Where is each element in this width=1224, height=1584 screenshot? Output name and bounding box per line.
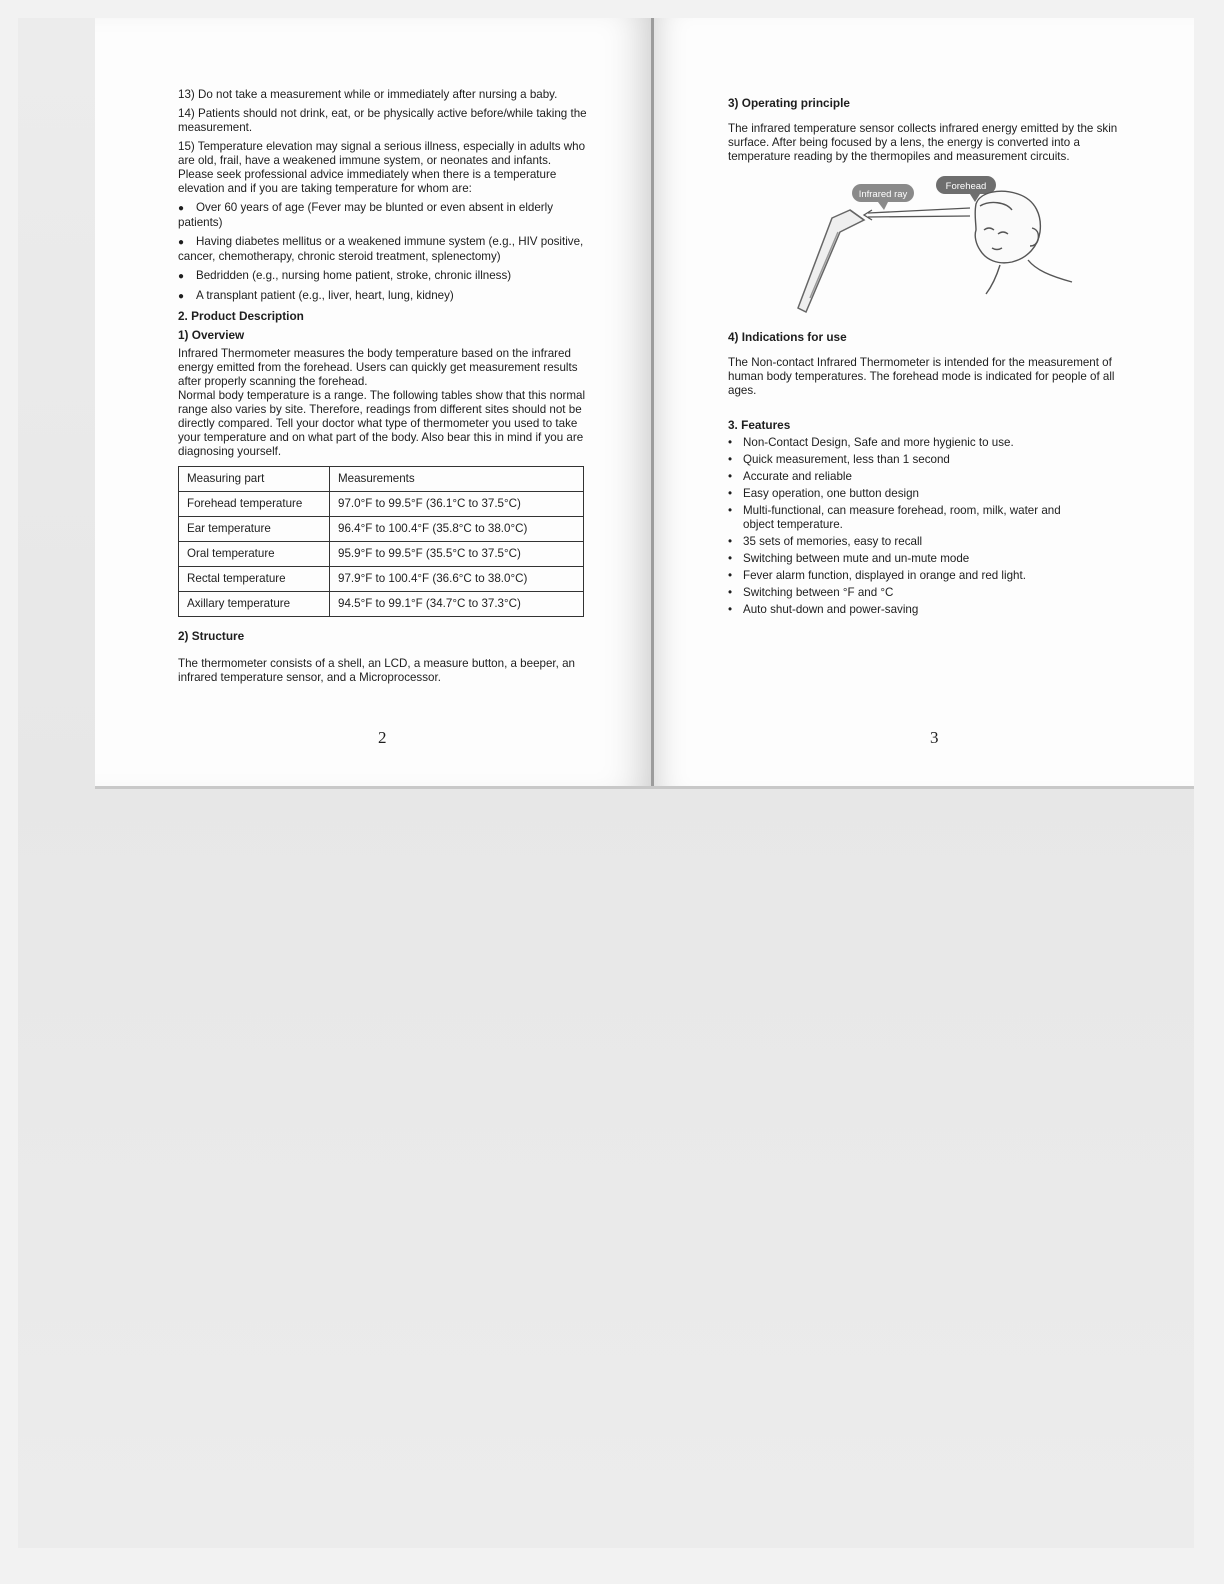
book-spine <box>651 18 654 788</box>
page-number-right: 3 <box>930 728 939 747</box>
list-item <box>178 201 588 230</box>
structure-text: The thermometer consists of a shell, an LCD, a measure button, a beeper, an infrared temperature sensor, and a Microprocessor. <box>178 657 575 684</box>
child-head-icon <box>975 191 1072 294</box>
bullet-icon: ● <box>178 271 185 282</box>
right-page-content <box>728 96 1133 169</box>
feature-text: Auto shut-down and power-saving <box>743 603 919 616</box>
list-item <box>728 603 1133 617</box>
normal-range-text: Normal body temperature is a range. The following tables show that this normal range also varies by site. Therefore, readings from different sites should not be directly compared. Tell your doctor what type of thermometer you used to take your temperature and on what part of the body. Also bear this in mind if you are diagnosing yourself. <box>178 389 586 458</box>
list-item <box>728 453 1133 467</box>
table-header-row <box>179 467 584 492</box>
table-row <box>179 567 584 592</box>
page-number-left: 2 <box>378 728 387 747</box>
list-item <box>178 269 588 284</box>
feature-text: Non-Contact Design, Safe and more hygienic to use. <box>743 436 1014 449</box>
operating-principle-text: The infrared temperature sensor collects infrared energy emitted by the skin surface. After being focused by a lens, the energy is converted into a temperature reading by the thermopiles and measurement circuits. <box>728 122 1118 163</box>
page-bottom-edge <box>95 786 1194 789</box>
table-cell: 97.9°F to 100.4°F (36.6°C to 38.0°C) <box>330 567 584 592</box>
item-14: 14) Patients should not drink, eat, or be physically active before/while taking the measurement. <box>178 107 587 134</box>
infrared-ray-label: Infrared ray <box>858 189 908 200</box>
indications-heading: 4) Indications for use <box>728 330 847 344</box>
feature-text: 35 sets of memories, easy to recall <box>743 535 923 548</box>
list-item <box>728 586 1133 600</box>
bullet-icon: • <box>728 470 733 483</box>
feature-text: Switching between mute and un-mute mode <box>743 552 970 565</box>
table-cell: 95.9°F to 99.5°F (35.5°C to 37.5°C) <box>330 542 584 567</box>
list-item <box>728 535 1133 549</box>
bullet-icon: • <box>728 436 733 449</box>
infrared-ray-arrow-icon <box>864 208 970 220</box>
bullet-text: Having diabetes mellitus or a weakened immune system (e.g., HIV positive, cancer, chemotherapy, chronic steroid treatment, splenectomy) <box>178 235 584 263</box>
list-item <box>728 569 1133 583</box>
bullet-icon: • <box>728 552 733 565</box>
bullet-icon: • <box>728 603 733 616</box>
list-item <box>728 504 1133 532</box>
bullet-text: A transplant patient (e.g., liver, heart, lung, kidney) <box>196 289 454 302</box>
indications-text: The Non-contact Infrared Thermometer is intended for the measurement of human body temperatures. The forehead mode is indicated for people of all ages. <box>728 356 1115 397</box>
list-item <box>178 289 588 304</box>
bullet-icon: • <box>728 535 733 548</box>
overview-heading: 1) Overview <box>178 328 245 342</box>
bullet-icon: • <box>728 569 733 582</box>
bullet-icon: • <box>728 504 733 517</box>
item-15: 15) Temperature elevation may signal a serious illness, especially in adults who are old, frail, have a weakened immune system, or neonates and infants. Please seek professional advice immediately when there is a temperature elevation and if you are taking temperature for whom are: <box>178 140 586 195</box>
thermometer-illustration <box>780 170 1080 320</box>
bullet-text: Bedridden (e.g., nursing home patient, stroke, chronic illness) <box>196 269 512 282</box>
list-item <box>178 235 588 264</box>
forehead-label: Forehead <box>945 181 987 192</box>
bullet-icon: ● <box>178 237 185 248</box>
bullet-icon: ● <box>178 291 185 302</box>
table-cell: Forehead temperature <box>179 492 330 517</box>
features-list <box>728 436 1133 617</box>
table-cell: Axillary temperature <box>179 592 330 617</box>
table-cell: Rectal temperature <box>179 567 330 592</box>
bullet-icon: • <box>728 487 733 500</box>
table-row <box>179 492 584 517</box>
list-item <box>728 487 1133 501</box>
structure-heading: 2) Structure <box>178 629 245 643</box>
list-item <box>728 552 1133 566</box>
list-item <box>728 470 1133 484</box>
table-cell: 96.4°F to 100.4°F (35.8°C to 38.0°C) <box>330 517 584 542</box>
list-item <box>728 436 1133 450</box>
table-cell: Oral temperature <box>179 542 330 567</box>
table-row <box>179 542 584 567</box>
table-cell: 97.0°F to 99.5°F (36.1°C to 37.5°C) <box>330 492 584 517</box>
table-cell: 94.5°F to 99.1°F (34.7°C to 37.3°C) <box>330 592 584 617</box>
bullet-icon: ● <box>178 203 185 214</box>
features-heading: 3. Features <box>728 418 791 432</box>
table-row <box>179 517 584 542</box>
bullet-icon: • <box>728 453 733 466</box>
thermometer-icon <box>798 210 864 312</box>
table-row <box>179 592 584 617</box>
right-page-lower-content <box>728 330 1133 620</box>
item-13: 13) Do not take a measurement while or immediately after nursing a baby. <box>178 88 558 101</box>
bullet-icon: • <box>728 586 733 599</box>
operating-principle-heading: 3) Operating principle <box>728 96 850 110</box>
left-page-content <box>178 88 588 690</box>
feature-text: Switching between °F and °C <box>743 586 894 599</box>
table-cell: Ear temperature <box>179 517 330 542</box>
overview-text: Infrared Thermometer measures the body temperature based on the infrared energy emitted from the forehead. Users can quickly get measurement results after properly scanning the forehead. <box>178 347 578 388</box>
feature-text: Easy operation, one button design <box>743 487 919 500</box>
table-header: Measuring part <box>179 467 330 492</box>
bullet-text: Over 60 years of age (Fever may be blunted or even absent in elderly patients) <box>178 201 554 229</box>
temperature-table <box>178 466 584 617</box>
feature-text: Quick measurement, less than 1 second <box>743 453 950 466</box>
infrared-ray-label-bubble <box>852 184 914 210</box>
feature-text: Multi-functional, can measure forehead, room, milk, water and object temperature. <box>743 504 1061 531</box>
product-description-heading: 2. Product Description <box>178 309 304 323</box>
feature-text: Accurate and reliable <box>743 470 852 483</box>
feature-text: Fever alarm function, displayed in orange and red light. <box>743 569 1026 582</box>
table-header: Measurements <box>330 467 584 492</box>
